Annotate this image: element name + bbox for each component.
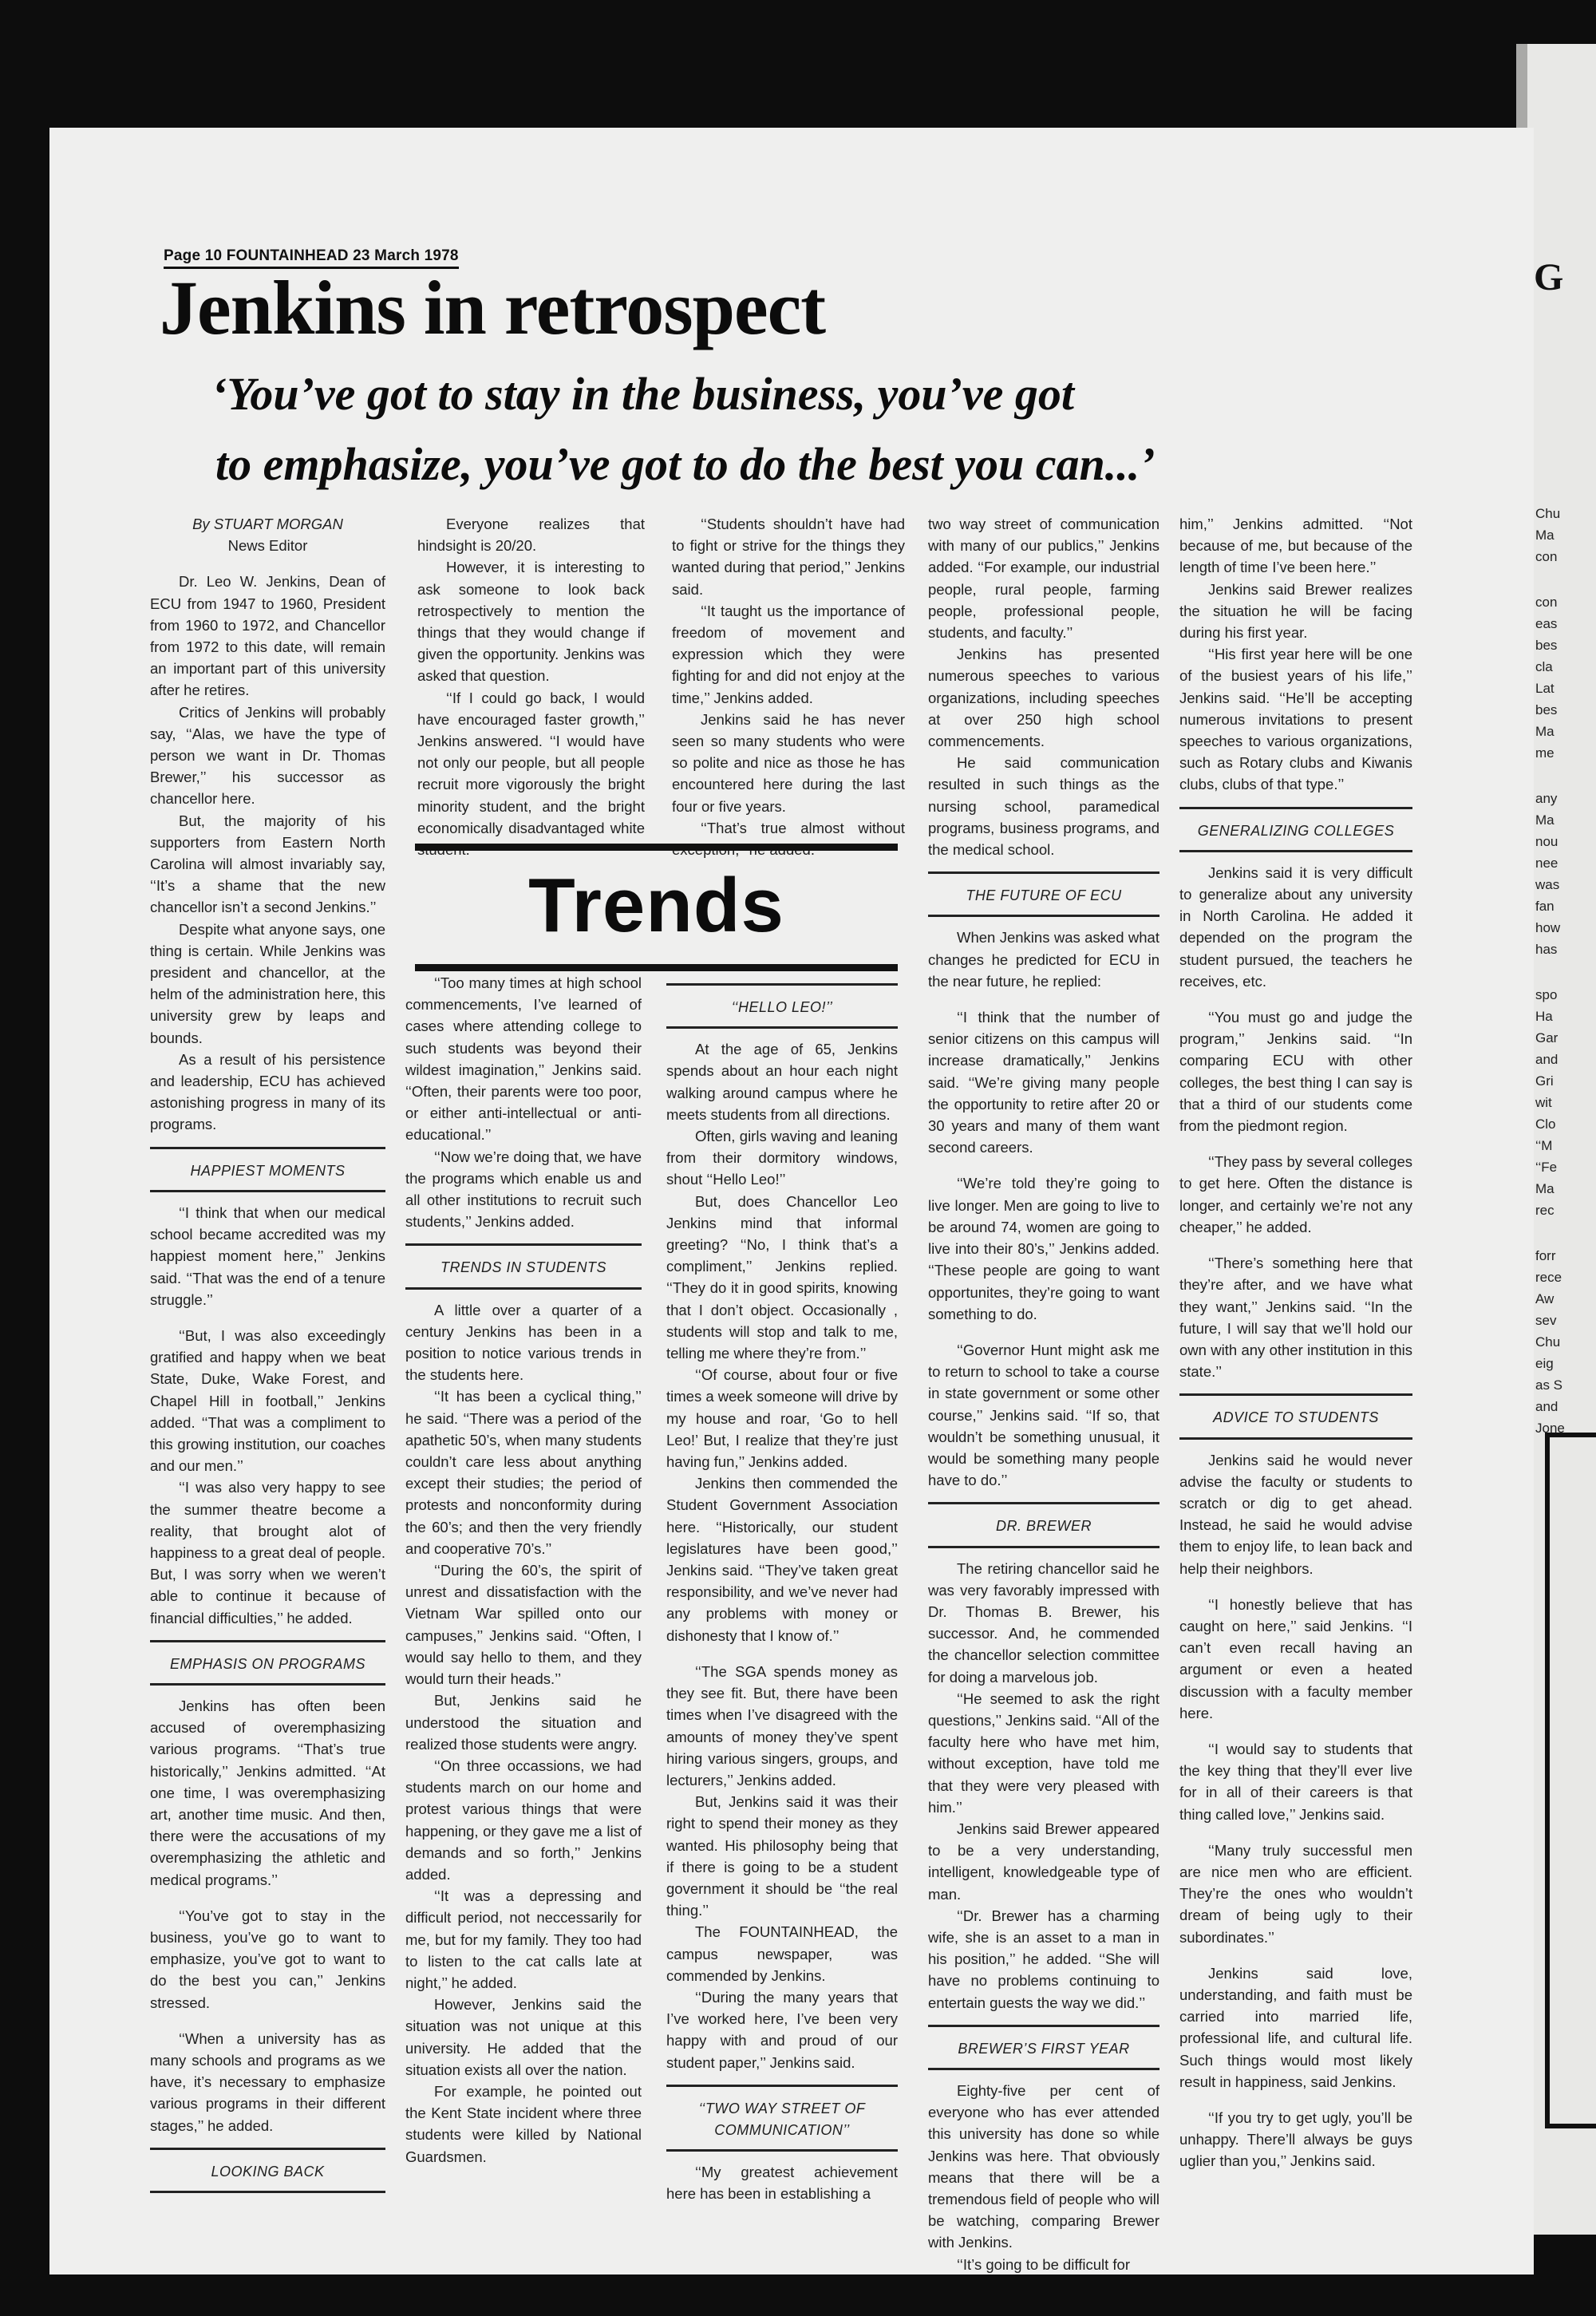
paragraph: ‘‘It was a depressing and difficult period, not neccessarily for me, but for my family. They too had to listen to the cat calls late at night,’’ he added.	[405, 1887, 642, 1991]
adjacent-page-fragment: Ma	[1535, 1181, 1555, 1196]
adjacent-page-fragment: ‘‘M	[1535, 1138, 1553, 1153]
headline: Jenkins in retrospect	[160, 265, 826, 350]
subhead-happiest-moments: HAPPIEST MOMENTS	[150, 1147, 385, 1192]
adjacent-page-fragment: cla	[1535, 659, 1553, 674]
adjacent-page-fragment: Gri	[1535, 1073, 1554, 1089]
adjacent-page-fragment: Ma	[1535, 724, 1555, 739]
paragraph: ‘‘I think that the number of senior citizens on this campus will increase dramatically,’’ Jenkins said. ‘‘We’re giving many people the opportunity to retire after 20 or 30 years and many of them want second careers.	[928, 1009, 1159, 1156]
column-5	[1179, 513, 1412, 2172]
paragraph: When Jenkins was asked what changes he predicted for ECU in the near future, he replied:	[928, 929, 1159, 990]
paragraph: But, Jenkins said he understood the situation and realized those students were angry.	[405, 1692, 642, 1753]
paragraph: ‘‘During the 60’s, the spirit of unrest and dissatisfaction with the Vietnam War spilled onto our campuses,’’ Jenkins said. ‘‘Often, I would say hello to them, and they would turn their heads.’’	[405, 1562, 642, 1688]
adjacent-page-fragment: Clo	[1535, 1117, 1556, 1132]
adjacent-page-fragment: as S	[1535, 1377, 1563, 1393]
adjacent-page-fragment: fan	[1535, 899, 1555, 914]
paragraph: Jenkins said he would never advise the faculty or students to scratch or dig to get ahead. Instead, he said he would advise them to enjoy life, to lean back and help their neighbors.	[1179, 1451, 1412, 1577]
paragraph: Dr. Leo W. Jenkins, Dean of ECU from 1947 to 1960, President from 1960 to 1972, and Chancellor from 1972 to this date, will remain an important part of this university after he retires.	[150, 573, 385, 699]
paragraph: ‘‘I was also very happy to see the summer theatre become a reality, that brought alot of happiness to a great deal of people. But, I was sorry when we weren’t able to continue it because of financial difficulties,’’ he added.	[150, 1479, 385, 1626]
adjacent-page-fragment: Lat	[1535, 681, 1555, 696]
paragraph: ‘‘We’re told they’re going to live longer. Men are going to live to be around 74, women are going to live into their 80’s,’’ Jenkins added. ‘‘These people are going to want opportunites, they’re going to want something to do.	[928, 1175, 1159, 1322]
paragraph: ‘‘I honestly believe that has caught on here,’’ said Jenkins. ‘‘I can’t even recall having an argument or even a heated discussion with a faculty member here.	[1179, 1595, 1412, 1721]
subhead-future-of-ecu: THE FUTURE OF ECU	[928, 871, 1159, 917]
paragraph: Everyone realizes that hindsight is 20/20.	[417, 516, 645, 555]
paragraph: He said communication resulted in such things as the nursing school, paramedical programs, business programs, and the medical school.	[928, 754, 1159, 859]
paragraph: ‘‘I would say to students that the key thing that they’ll ever live for in all of their careers is that thing called love,’’ Jenkins said.	[1179, 1740, 1412, 1823]
paragraph: ‘‘They pass by several colleges to get here. Often the distance is longer, and certainly we’re not any cheaper,’’ he added.	[1179, 1153, 1412, 1235]
paragraph: ‘‘When a university has as many schools and programs as we have, it’s necessary to emphasize various programs in their different stages,’’ he added.	[150, 2029, 385, 2134]
adjacent-page-fragment: spo	[1535, 987, 1558, 1002]
paragraph: ‘‘Many truly successful men are nice men who are efficient. They’re the ones who wouldn’t dream of being ugly to their subordinates.’’	[1179, 1841, 1412, 1946]
paragraph: Jenkins has often been accused of overemphasizing various programs. ‘‘That’s true historically,’’ Jenkins admitted. ‘‘At one time, I was overemphasizing art, another time music. And then, there were the accusations of my overemphasizing the athletic and medical programs.’’	[150, 1697, 385, 1888]
adjacent-page-fragment: bes	[1535, 702, 1558, 717]
adjacent-page-fragment: eas	[1535, 616, 1558, 631]
adjacent-page-fragment: con	[1535, 595, 1558, 610]
subhead-brewers-first-year: BREWER’S FIRST YEAR	[928, 2025, 1159, 2070]
paragraph: ‘‘Now we’re doing that, we have the programs which enable us and all other institutions to recruit such students,’’ Jenkins added.	[405, 1148, 642, 1231]
adjacent-page-fragment: bes	[1535, 638, 1558, 653]
paragraph: For example, he pointed out the Kent State incident where three students were killed by National Guardsmen.	[405, 2082, 642, 2165]
paragraph: ‘‘Dr. Brewer has a charming wife, she is an asset to a man in his position,’’ he added. ‘‘She will have no problems continuing to entertain guests the way we did.’’	[928, 1907, 1159, 2011]
paragraph: Jenkins said Brewer realizes the situation he will be facing during his first year.	[1179, 580, 1412, 642]
adjacent-page-fragment: wit	[1535, 1095, 1552, 1110]
adjacent-page-fragment: forr	[1535, 1248, 1556, 1263]
paragraph: ‘‘During the many years that I’ve worked here, I’ve been very happy with and proud of our student paper,’’ Jenkins said.	[666, 1988, 898, 2071]
paragraph: ‘‘On three occassions, we had students march on our home and protest various things that were happening, or they gave me a list of demands and so forth,’’ Jenkins added.	[405, 1757, 642, 1883]
paragraph: Jenkins said Brewer appeared to be a very understanding, intelligent, knowledgeable type of man.	[928, 1820, 1159, 1903]
paragraph: Jenkins then commended the Student Government Association here. ‘‘Historically, our student legislatures have been good,’’ Jenkins said. ‘‘They’ve taken great responsibility, and we’ve never had any problems with money or dishonesty that I know of.’’	[666, 1475, 898, 1644]
paragraph: But, does Chancellor Leo Jenkins mind that informal greeting? ‘‘No, I think that’s a compliment,’’ Jenkins replied. ‘‘They do it in good spirits, knowing that I don’t object. Occasionally , students will stop and talk to me, telling me where they’re from.’’	[666, 1192, 898, 1362]
paragraph: ‘‘It has been a cyclical thing,’’ he said. ‘‘There was a period of the apathetic 50’s, when many students couldn’t care less about anything except their studies; the period of protests and nonconformity during the 60’s; and then the very friendly and cooperative 70’s.’’	[405, 1388, 642, 1557]
paragraph: The FOUNTAINHEAD, the campus newspaper, was commended by Jenkins.	[666, 1923, 898, 1984]
trends-title: Trends	[528, 863, 784, 948]
deck-quote	[211, 359, 1156, 500]
byline-title: News Editor	[227, 537, 308, 555]
adjacent-page-fragment: Aw	[1535, 1291, 1555, 1306]
paragraph: ‘‘Too many times at high school commencements, I’ve learned of cases where attending college to such students was beyond their wildest imagination,’’ Jenkins said. ‘‘Often, their parents were too poor, or either anti-intellectual or anti-educational.’’	[405, 974, 642, 1144]
adjacent-page-fragment: how	[1535, 920, 1561, 935]
paragraph: ‘‘There’s something here that they’re after, and we have what they want,’’ Jenkins said. ‘‘In the future, I will say that we’ll hold our own with any other institution in this state.’’	[1179, 1255, 1412, 1381]
column-1	[150, 513, 385, 2203]
adjacent-page-fragment: nee	[1535, 856, 1558, 871]
paragraph: As a result of his persistence and leadership, ECU has achieved astonishing progress in many of its programs.	[150, 1050, 385, 1133]
adjacent-page-fragment: and	[1535, 1052, 1558, 1067]
column-3-top	[672, 513, 905, 860]
adjacent-page-fragment: rece	[1535, 1270, 1562, 1285]
paragraph: A little over a quarter of a century Jenkins has been in a position to notice various trends in the students here.	[405, 1301, 642, 1384]
paragraph: ‘‘That’s true almost without exception,’’ he added.	[672, 819, 905, 859]
adjacent-page-fragment: and	[1535, 1399, 1558, 1414]
paragraph: him,’’ Jenkins admitted. ‘‘Not because of me, but because of the length of time I’ve been here.’’	[1179, 516, 1412, 576]
adjacent-page-box	[1545, 1433, 1596, 2128]
paragraph: ‘‘If you try to get ugly, you’ll be unhappy. There’ll always be guys uglier than you,’’ Jenkins said.	[1179, 2109, 1412, 2170]
paragraph: The retiring chancellor said he was very favorably impressed with Dr. Thomas B. Brewer, his successor. And, he commended the chancellor selection committee for doing a marvelous job.	[928, 1559, 1159, 1686]
subhead-looking-back: LOOKING BACK	[150, 2148, 385, 2193]
adjacent-page-fragment: eig	[1535, 1356, 1554, 1371]
subhead-dr-brewer: DR. BREWER	[928, 1502, 1159, 1547]
paragraph: two way street of communication with many of our publics,’’ Jenkins added. ‘‘For example, our industrial people, rural people, farming people, professional people, students, and faculty.’’	[928, 516, 1159, 642]
paragraph: ‘‘Governor Hunt might ask me to return to school to take a course in state government or some other course,’’ Jenkins said. ‘‘If so, that wouldn’t be something unusual, it would be something many people have to do.’’	[928, 1341, 1159, 1489]
paragraph: Eighty-five per cent of everyone who has ever attended this university has done so while Jenkins was here. That obviously means that there will be a tremendous field of people who will be watching, comparing Brewer with Jenkins.	[928, 2082, 1159, 2251]
adjacent-page-fragment: Ha	[1535, 1009, 1553, 1024]
paragraph: However, it is interesting to ask someone to look back retrospectively to mention the things that they would change if given the opportunity. Jenkins was asked that question.	[417, 559, 645, 685]
paragraph: ‘‘Of course, about four or five times a week someone will drive by my house and roar, ‘Go to hell Leo!’ But, I realize that they’re just having fun,’’ Jenkins added.	[666, 1366, 898, 1471]
paragraph: Despite what anyone says, one thing is certain. While Jenkins was president and chancellor, at the helm of the administration here, this university grew by leaps and bounds.	[150, 920, 385, 1046]
adjacent-page-heading-fragment: G	[1534, 256, 1564, 298]
paragraph: ‘‘You’ve got to stay in the business, you’ve go to want to emphasize, you’ve got to want to do the best you can,’’ Jenkins stressed.	[150, 1907, 385, 2011]
paragraph: But, the majority of his supporters from Eastern North Carolina will almost invariably say, ‘‘It’s a shame that the new chancellor isn’t a second Jenkins.’’	[150, 812, 385, 916]
paragraph: ‘‘He seemed to ask the right questions,’’ Jenkins said. ‘‘All of the faculty here who have met him, without exception, have told me that they were very pleased with him.’’	[928, 1690, 1159, 1816]
adjacent-page-fragment: Chu	[1535, 1334, 1561, 1350]
adjacent-page-fragment: Ma	[1535, 528, 1555, 543]
column-3	[666, 972, 898, 2205]
deck-line-2: to emphasize, you’ve got to do the best you can...’	[215, 438, 1156, 490]
adjacent-page-fragment: nou	[1535, 834, 1558, 849]
adjacent-page-fragment: any	[1535, 791, 1558, 806]
paragraph: ‘‘But, I was also exceedingly gratified and happy when we beat State, Duke, Wake Forest, and Chapel Hill in football,’’ Jenkins added. ‘‘That was a compliment to this growing institution, our coaches and our men.’’	[150, 1326, 385, 1475]
paragraph: ‘‘Students shouldn’t have had to fight or strive for the things they wanted during that period,’’ Jenkins said.	[672, 516, 905, 598]
paragraph: Jenkins said he has never seen so many students who were so polite and nice as those he has encountered here during the last four or five years.	[672, 710, 905, 815]
column-2	[405, 972, 642, 2168]
paragraph: ‘‘It taught us the importance of freedom of movement and expression which they were fighting for and did not enjoy at the time,’’ Jenkins added.	[672, 602, 905, 706]
paragraph: Often, girls waving and leaning from their dormitory windows, shout ‘‘Hello Leo!’’	[666, 1128, 898, 1188]
subhead-emphasis-on-programs: EMPHASIS ON PROGRAMS	[150, 1640, 385, 1686]
adjacent-page-fragment: con	[1535, 549, 1558, 564]
paragraph: ‘‘It’s going to be difficult for	[957, 2255, 1130, 2273]
paragraph: ‘‘The SGA spends money as they see fit. But, there have been times when I’ve disagreed with the amounts of money they’ve spent hiring various singers, groups, and lecturers,’’ Jenkins added.	[666, 1662, 898, 1788]
adjacent-page-fragment: Chu	[1535, 506, 1561, 521]
adjacent-page-fragment: ‘‘Fe	[1535, 1160, 1558, 1175]
deck-line-1: ‘You’ve got to stay in the business, you’ve got	[211, 368, 1075, 420]
paragraph: ‘‘If I could go back, I would have encouraged faster growth,’’ Jenkins answered. ‘‘I would have not only our people, but all people recruit more vigorously the bright minority student, and the bright economically disadvantaged white student.’’	[417, 689, 645, 859]
adjacent-page-fragment: rec	[1535, 1203, 1555, 1218]
paragraph: Jenkins said it is very difficult to generalize about any university in North Carolina. He added it depended on the program the student pursued, the teachers he receives, etc.	[1179, 864, 1412, 990]
adjacent-page-fragment: Jone	[1535, 1421, 1565, 1436]
page-folio: Page 10 FOUNTAINHEAD 23 March 1978	[164, 247, 459, 269]
column-2-top	[417, 513, 645, 860]
paragraph: At the age of 65, Jenkins spends about an hour each night walking around campus where he meets students from all directions.	[666, 1041, 898, 1123]
adjacent-page-fragment: Gar	[1535, 1030, 1558, 1045]
paragraph: ‘‘His first year here will be one of the busiest years of his life,’’ Jenkins said. ‘‘He’ll be accepting numerous invitations to present speeches to various organizations, such as Rotary clubs and Kiwanis clubs, clubs of that type.’’	[1179, 646, 1412, 793]
adjacent-page-fragment: Ma	[1535, 812, 1555, 828]
paragraph: Jenkins said love, understanding, and faith must be carried into married life, professional life, and cultural life. Such things would most likely result in happiness, said Jenkins.	[1179, 1964, 1412, 2090]
adjacent-page-fragment: was	[1535, 877, 1560, 892]
subhead-advice-to-students: ADVICE TO STUDENTS	[1179, 1393, 1412, 1439]
paragraph: However, Jenkins said the situation was not unique at this university. He added that the situation exists all over the nation.	[405, 1996, 642, 2078]
paragraph: ‘‘I think that when our medical school became accredited was my happiest moment here,’’ Jenkins said. ‘‘That was the end of a tenure struggle.’’	[150, 1203, 385, 1308]
paragraph: But, Jenkins said it was their right to spend their money as they wanted. His philosophy being that if there is going to be a student government it should be ‘‘the real thing.’’	[666, 1793, 898, 1919]
byline-name: By STUART MORGAN	[192, 516, 343, 532]
subhead-generalizing-colleges: GENERALIZING COLLEGES	[1179, 807, 1412, 852]
adjacent-page-fragment: me	[1535, 745, 1555, 761]
subhead-trends-in-students: TRENDS IN STUDENTS	[405, 1243, 642, 1289]
paragraph: Critics of Jenkins will probably say, ‘‘Alas, we have the type of person we want in Dr. Thomas Brewer,’’ his successor as chancellor here.	[150, 703, 385, 808]
paragraph: ‘‘My greatest achievement here has been in establishing a	[666, 2164, 898, 2203]
subhead-hello-leo: ‘‘HELLO LEO!’’	[666, 983, 898, 1029]
subhead-two-way-street: ‘‘TWO WAY STREET OF COMMUNICATION’’	[666, 2085, 898, 2152]
adjacent-page-fragment: has	[1535, 942, 1558, 957]
paragraph: ‘‘You must go and judge the program,’’ Jenkins said. ‘‘In comparing ECU with other colleges, the best thing I can say is that a third of our students come from the piedmont region.	[1179, 1009, 1412, 1135]
paragraph: Jenkins has presented numerous speeches to various organizations, including speeches at over 250 high school commencements.	[928, 646, 1159, 750]
trends-banner	[415, 844, 898, 971]
adjacent-page-fragment: sev	[1535, 1313, 1557, 1328]
column-4	[928, 513, 1159, 2275]
